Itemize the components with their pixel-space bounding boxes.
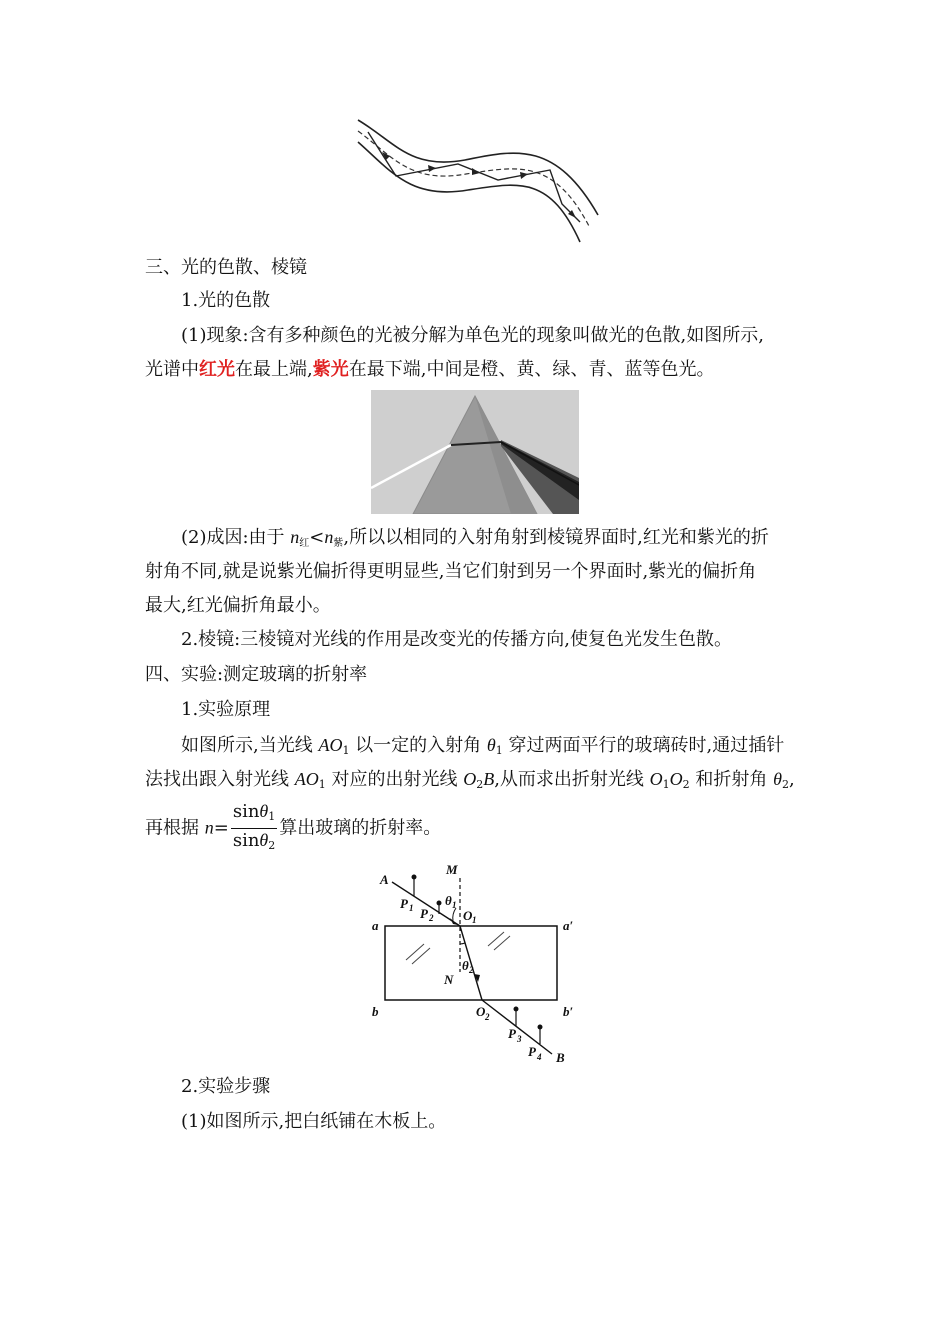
sin: sin [232,830,260,851]
label-theta1-sub: 1 [452,900,457,910]
label-theta2: θ [462,958,469,973]
sub: 1 [342,744,350,757]
var-n: n [204,817,214,838]
less-than: < [309,527,325,548]
s3-p2-line3: 最大,红光偏折角最小。 [145,595,331,616]
label-O2: O [476,1004,486,1019]
label-O2-sub: 2 [485,1012,490,1022]
violet-subscript: 紫 [333,538,344,549]
text: 和折射角 [689,769,774,790]
light-ray-path [368,132,580,222]
equals: = [213,817,229,839]
text: 再根据 [145,817,205,839]
text: 在最下端,中间是橙、黄、绿、青、蓝等色光。 [348,359,715,380]
s3-p1-line1: (1)现象:含有多种颜色的光被分解为单色光的现象叫做光的色散,如图所示, [181,325,765,346]
label-a: a [372,918,379,933]
s4-p1-line2 [145,768,795,796]
fraction-denominator [231,829,277,857]
label-P4: P [528,1044,536,1059]
s4-step1: (1)如图所示,把白纸铺在木板上。 [181,1111,447,1132]
s3-p2-line1 [181,526,769,555]
var-O: O [649,769,663,789]
label-b-prime: b′ [563,1004,574,1019]
sub: 2 [268,839,276,852]
s4-p1-line3 [145,800,441,857]
text: , [788,769,795,790]
sub: 2 [781,778,789,791]
sub: 2 [476,778,484,791]
prism-dispersion-figure [371,390,579,514]
label-theta2-sub: 2 [469,965,474,975]
ray-arrow-2 [428,165,436,172]
label-P3: P [508,1026,516,1041]
var-B: B [483,769,495,789]
text: 法找出跟入射光线 [145,769,295,790]
label-P1: P [400,896,408,911]
ray-arrow-3 [472,168,480,175]
sub: 1 [268,810,276,823]
s4-p1-line1 [181,734,784,762]
sub: 1 [662,778,670,791]
s3-item1-title: 1.光的色散 [181,290,271,311]
var-O: O [463,769,477,789]
sub: 2 [682,778,690,791]
label-P3-sub: 3 [517,1034,522,1044]
text: ,从而求出折射光线 [494,769,650,790]
var-theta: θ [259,801,269,821]
fiber-outer-top [358,120,598,215]
var-O: O [669,769,683,789]
label-P2-sub: 2 [429,913,434,923]
text: 穿过两面平行的玻璃砖时,通过插针 [502,735,785,756]
violet-light-highlight: 紫光 [312,359,349,380]
s3-p1-line2 [145,359,714,381]
var-AO: AO [294,769,319,789]
label-O1: O [463,908,473,923]
sub: 1 [495,744,503,757]
label-O1-sub: 1 [472,915,477,925]
optical-fiber-figure [350,112,600,247]
label-P4-sub: 4 [537,1052,542,1062]
s4-item2-title: 2.实验步骤 [181,1076,271,1097]
red-light-highlight: 红光 [199,359,235,380]
fraction-numerator [231,800,277,829]
label-b: b [372,1004,379,1019]
label-P2: P [420,906,428,921]
var-theta: θ [259,830,269,850]
sub: 1 [318,778,326,791]
glass-slab-figure [370,858,585,1068]
label-a-prime: a′ [563,918,574,933]
n-symbol: n [324,527,334,547]
ray-arrow-4 [520,172,528,179]
refractive-index-fraction [231,800,277,857]
var-AO: AO [318,735,343,755]
text: 以一定的入射角 [349,735,487,756]
text: ,所以以相同的入射角射到棱镜界面时,红光和紫光的折 [343,527,769,548]
sin: sin [232,801,260,822]
s4-item1-title: 1.实验原理 [181,699,271,720]
red-subscript: 红 [299,538,310,549]
text: 在最上端, [235,359,313,380]
n-symbol: n [290,527,300,547]
text: 光谱中 [145,359,199,380]
text: 算出玻璃的折射率。 [279,817,442,839]
fiber-dashed-axis [358,131,590,228]
text: 如图所示,当光线 [181,735,319,756]
label-theta1: θ [445,893,452,908]
s3-p2-line2: 射角不同,就是说紫光偏折得更明显些,当它们射到另一个界面时,紫光的偏折角 [145,561,757,582]
s3-item2: 2.棱镜:三棱镜对光线的作用是改变光的传播方向,使复色光发生色散。 [181,629,732,650]
label-N: N [444,972,454,987]
section-3-title: 三、光的色散、棱镜 [145,257,307,278]
var-theta: θ [773,769,782,789]
var-theta: θ [486,735,496,755]
label-A: A [380,872,389,887]
text: 对应的出射光线 [325,769,464,790]
label-B: B [556,1050,565,1065]
text: (2)成因:由于 [181,527,291,548]
label-P1-sub: 1 [409,903,414,913]
label-M: M [446,862,458,877]
section-4-title: 四、实验:测定玻璃的折射率 [145,664,368,685]
